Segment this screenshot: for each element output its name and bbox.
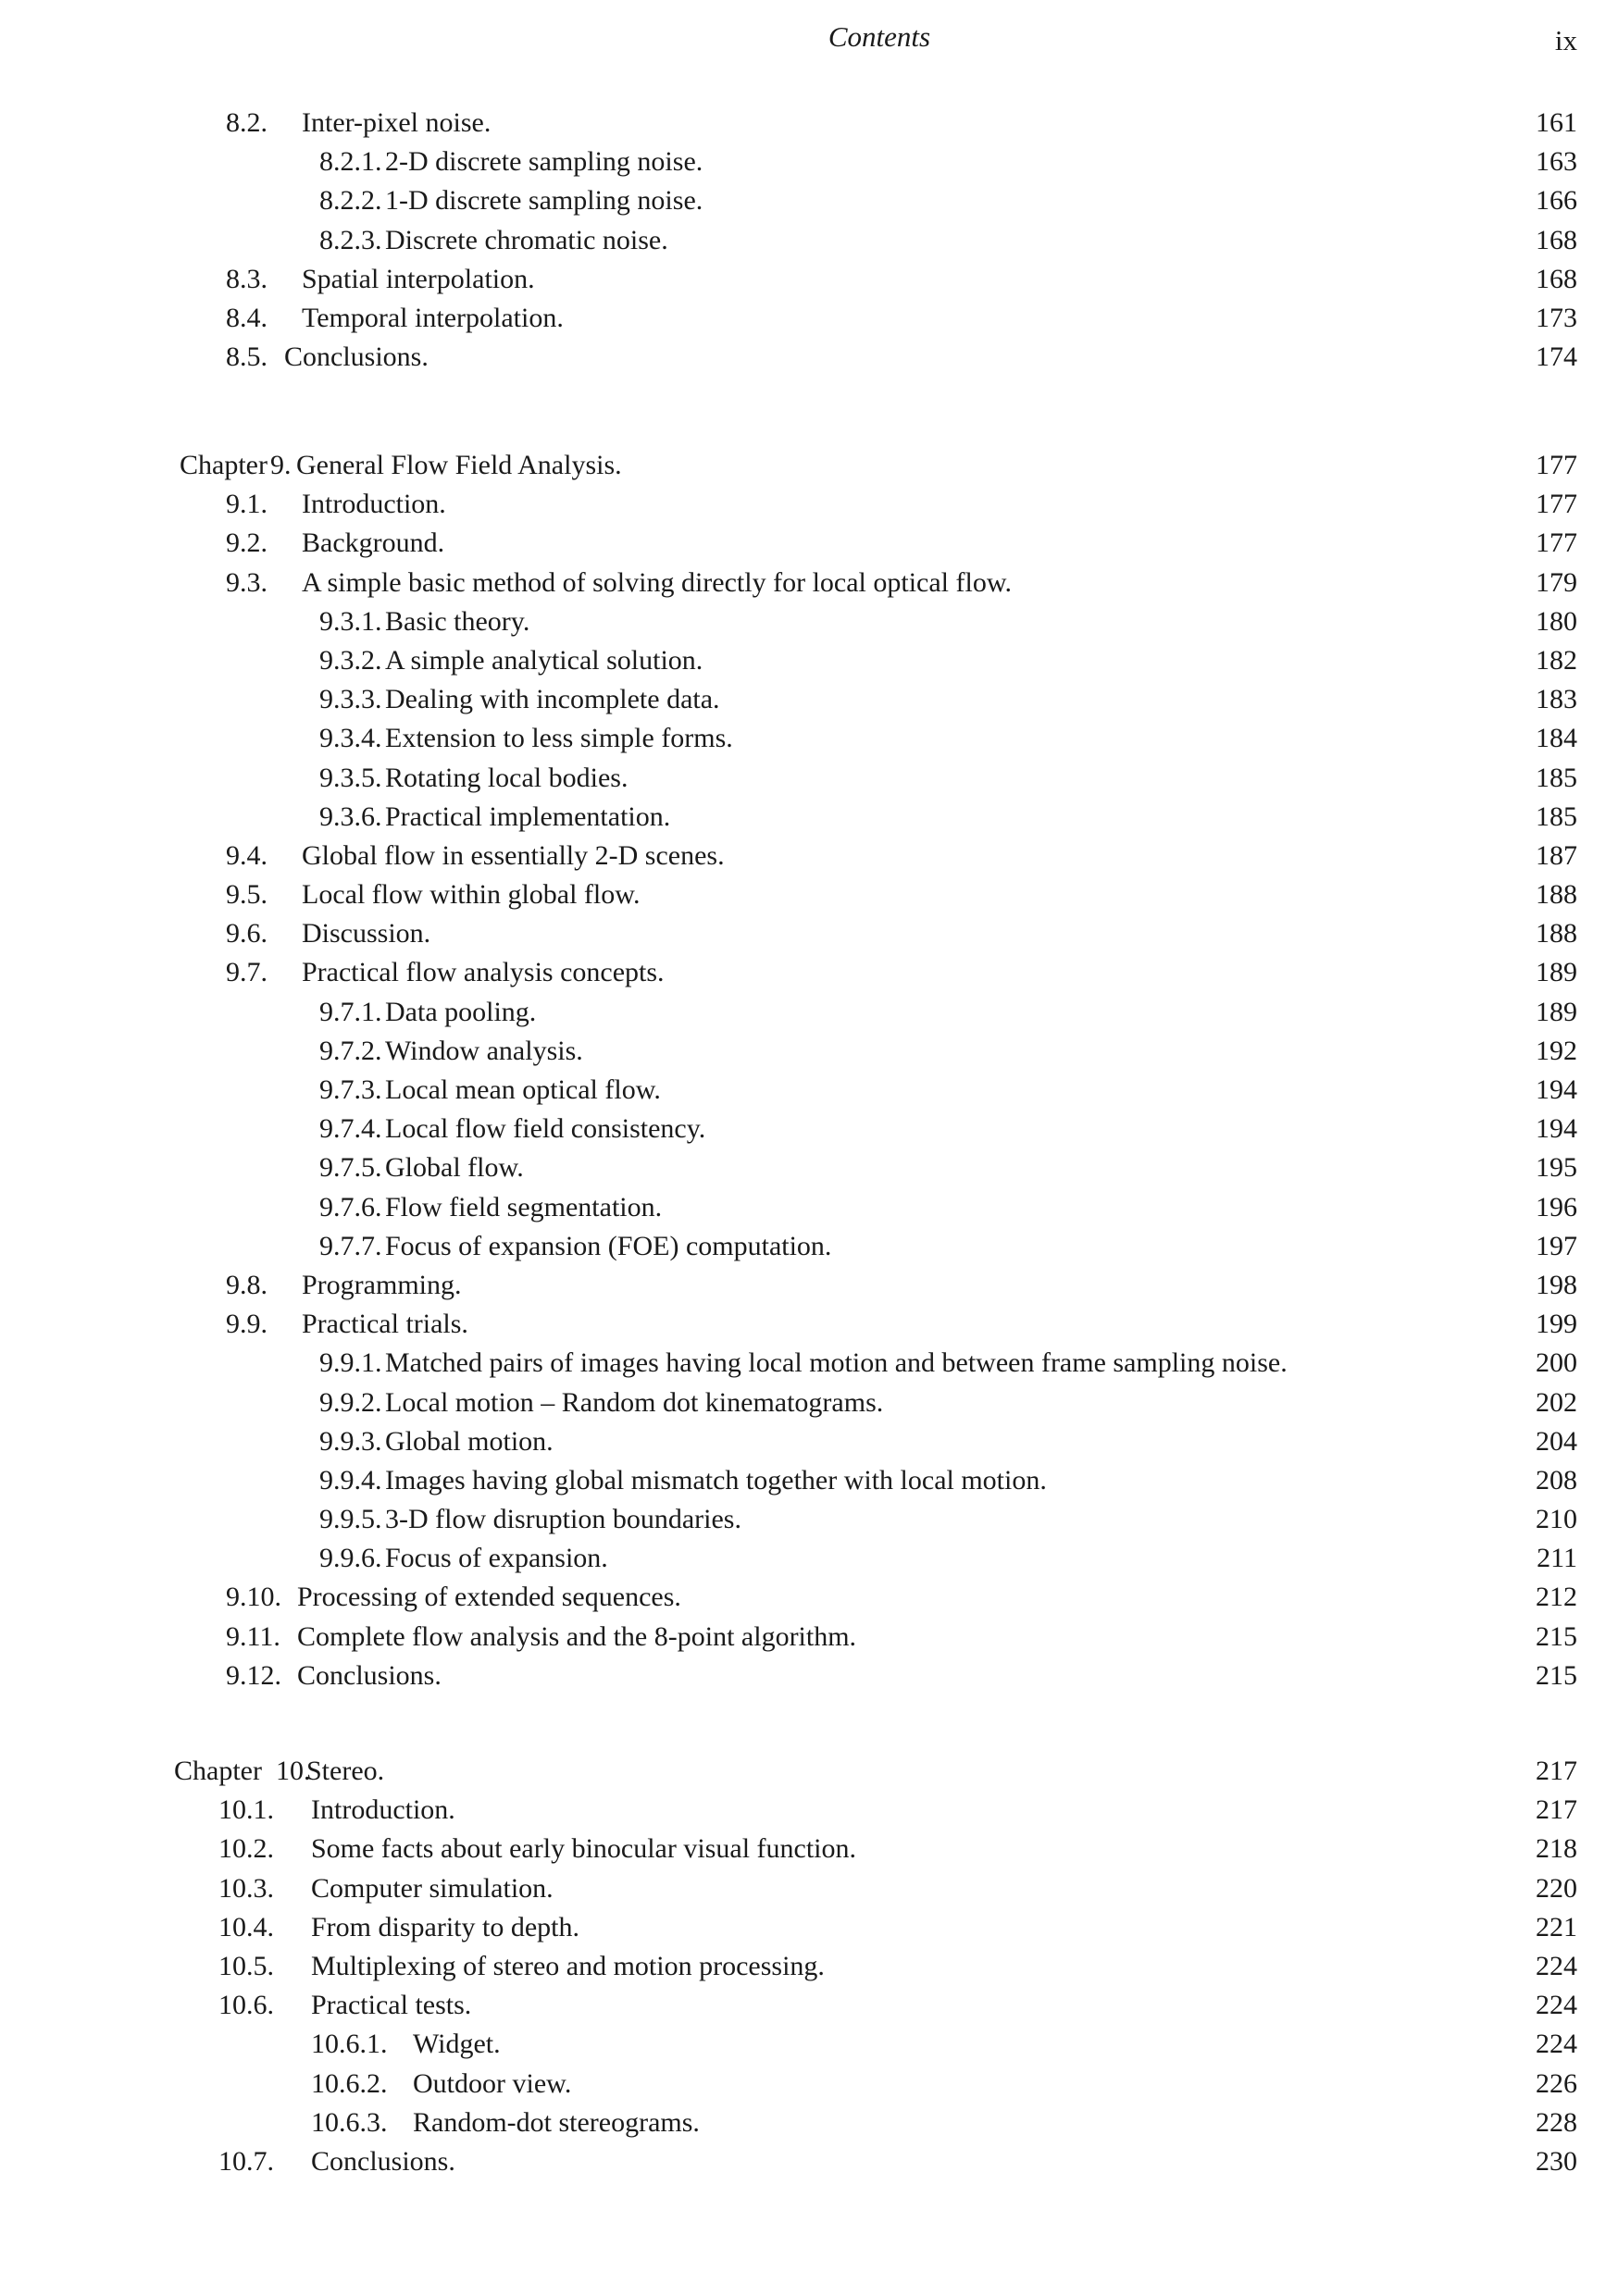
toc-entry (0, 837, 1618, 875)
entry-number: 9.9.4. (319, 1464, 382, 1496)
page-number: 184 (1536, 723, 1577, 754)
toc-entry (0, 1266, 1618, 1305)
entry-number: 9.3.4. (319, 723, 382, 754)
page-number: 217 (1536, 1794, 1577, 1826)
entry-title: Programming. (302, 1269, 462, 1300)
entry-title: Data pooling. (385, 996, 537, 1027)
toc-subentry (0, 641, 1618, 680)
page-number: 168 (1536, 263, 1577, 294)
toc-subentry (0, 181, 1618, 220)
entry-title: Global motion. (385, 1425, 554, 1457)
entry-number: 10.3. (218, 1872, 274, 1904)
entry-title: Local mean optical flow. (385, 1074, 661, 1105)
entry-title: Images having global mismatch together with local motion. (385, 1464, 1047, 1496)
entry-number: 9.3.3. (319, 684, 382, 715)
chapter-title: Stereo. (306, 1756, 385, 1786)
toc-entry (0, 299, 1618, 338)
toc-subentry (0, 1110, 1618, 1148)
entry-title: Rotating local bodies. (385, 762, 629, 793)
toc-subentry (0, 1461, 1618, 1500)
page-number: 228 (1536, 2106, 1577, 2138)
toc-subentry (0, 143, 1618, 181)
chapter-heading (0, 446, 1618, 485)
entry-number: 8.2.3. (319, 224, 382, 255)
entry-number: 9.2. (226, 527, 268, 559)
running-head-title: Contents (828, 20, 931, 53)
entry-title: Focus of expansion. (385, 1543, 608, 1574)
toc-subentry (0, 993, 1618, 1032)
running-head-page-number: ix (1554, 24, 1577, 56)
entry-number: 9.11. (226, 1620, 280, 1652)
entry-number: 9.7.3. (319, 1074, 382, 1105)
entry-title: Random-dot stereograms. (413, 2106, 700, 2138)
page-number: 189 (1536, 957, 1577, 988)
entry-number: 10.6.1. (311, 2029, 388, 2060)
entry-number: 10.7. (218, 2145, 274, 2177)
entry-title: Global flow in essentially 2-D scenes. (302, 839, 725, 871)
toc-subentry (0, 1344, 1618, 1383)
toc-entry (0, 564, 1618, 602)
entry-number: 8.2.1. (319, 146, 382, 178)
page-number: 204 (1536, 1425, 1577, 1457)
page-number: 173 (1536, 302, 1577, 333)
entry-number: 9.9. (226, 1309, 268, 1340)
page-number: 189 (1536, 996, 1577, 1027)
entry-title: A simple analytical solution. (385, 644, 703, 676)
entry-number: 10.2. (218, 1833, 274, 1865)
entry-title: Conclusions. (297, 1659, 442, 1691)
chapter-label: Chapter (174, 1756, 262, 1786)
page-number: 161 (1536, 107, 1577, 138)
entry-number: 9.9.6. (319, 1543, 382, 1574)
toc-entry (0, 1791, 1618, 1830)
entry-number: 9.7.7. (319, 1230, 382, 1261)
entry-title: Basic theory. (385, 605, 530, 637)
toc-subentry (0, 602, 1618, 641)
entry-title: 1-D discrete sampling noise. (385, 185, 703, 217)
page-number: 226 (1536, 2067, 1577, 2099)
page-number: 224 (1536, 2029, 1577, 2060)
entry-title: Local flow within global flow. (302, 879, 641, 911)
page-number: 179 (1536, 566, 1577, 598)
entry-number: 9.7. (226, 957, 268, 988)
toc-entry (0, 104, 1618, 143)
entry-title: Window analysis. (385, 1035, 583, 1066)
page-number: 188 (1536, 879, 1577, 911)
toc-entry (0, 1618, 1618, 1657)
entry-title: Introduction. (311, 1794, 455, 1826)
entry-title: A simple basic method of solving directly for local optical flow. (302, 566, 1013, 598)
entry-number: 10.1. (218, 1794, 274, 1826)
entry-title: Introduction. (302, 489, 446, 520)
entry-number: 10.6.2. (311, 2067, 388, 2099)
page-number: 177 (1536, 527, 1577, 559)
entry-number: 9.3.1. (319, 605, 382, 637)
entry-number: 9.8. (226, 1269, 268, 1300)
page-number: 192 (1536, 1035, 1577, 1066)
page-number: 174 (1536, 341, 1577, 373)
page-number: 221 (1536, 1911, 1577, 1942)
entry-number: 9.10. (226, 1582, 281, 1613)
page-number: 194 (1536, 1113, 1577, 1145)
entry-title: Discrete chromatic noise. (385, 224, 668, 255)
toc-subentry (0, 2104, 1618, 2142)
entry-title: Inter-pixel noise. (302, 107, 492, 138)
toc-entry (0, 1657, 1618, 1695)
page-number: 187 (1536, 839, 1577, 871)
page-number: 224 (1536, 1950, 1577, 1981)
toc-entry (0, 875, 1618, 914)
toc-entry (0, 914, 1618, 953)
entry-title: Widget. (413, 2029, 501, 2060)
entry-title: Practical flow analysis concepts. (302, 957, 665, 988)
page-number: 217 (1536, 1756, 1577, 1786)
entry-title: Background. (302, 527, 445, 559)
entry-number: 8.3. (226, 263, 268, 294)
entry-title: Matched pairs of images having local motion and between frame sampling noise. (385, 1347, 1288, 1379)
entry-number: 8.2. (226, 107, 268, 138)
entry-title: Local flow field consistency. (385, 1113, 706, 1145)
toc-subentry (0, 1539, 1618, 1578)
page-number: 215 (1536, 1620, 1577, 1652)
entry-number: 10.6. (218, 1990, 274, 2021)
page-number: 211 (1537, 1543, 1577, 1574)
entry-number: 8.5. (226, 341, 268, 373)
page-number: 200 (1536, 1347, 1577, 1379)
entry-title: Temporal interpolation. (302, 302, 564, 333)
entry-number: 10.4. (218, 1911, 274, 1942)
page-number: 202 (1536, 1386, 1577, 1418)
entry-title: Flow field segmentation. (385, 1191, 663, 1222)
entry-number: 8.4. (226, 302, 268, 333)
toc-section (0, 446, 1618, 1695)
page-number: 195 (1536, 1152, 1577, 1184)
toc-subentry (0, 719, 1618, 758)
page-number: 215 (1536, 1659, 1577, 1691)
running-head (0, 20, 1618, 57)
toc-subentry (0, 1384, 1618, 1422)
toc-subentry (0, 680, 1618, 719)
toc-entry (0, 1305, 1618, 1344)
entry-number: 9.7.6. (319, 1191, 382, 1222)
toc-subentry (0, 1032, 1618, 1071)
page-number: 180 (1536, 605, 1577, 637)
toc-subentry (0, 2065, 1618, 2104)
entry-title: Complete flow analysis and the 8-point algorithm. (297, 1620, 857, 1652)
entry-number: 9.12. (226, 1659, 281, 1691)
page-number: 224 (1536, 1990, 1577, 2021)
entry-number: 9.9.1. (319, 1347, 382, 1379)
toc-entry (0, 524, 1618, 563)
entry-number: 9.3.2. (319, 644, 382, 676)
toc-entry (0, 1908, 1618, 1947)
page-number: 196 (1536, 1191, 1577, 1222)
entry-title: Local motion – Random dot kinematograms. (385, 1386, 884, 1418)
entry-number: 9.4. (226, 839, 268, 871)
page-number: 183 (1536, 684, 1577, 715)
page-number: 182 (1536, 644, 1577, 676)
page-number: 208 (1536, 1464, 1577, 1496)
page-number: 188 (1536, 918, 1577, 949)
entry-title: Practical implementation. (385, 800, 671, 832)
toc-entry (0, 485, 1618, 524)
toc-entry (0, 338, 1618, 377)
entry-title: Practical tests. (311, 1990, 472, 2021)
page-number: 185 (1536, 800, 1577, 832)
toc-entry (0, 1869, 1618, 1908)
entry-title: From disparity to depth. (311, 1911, 579, 1942)
entry-title: Global flow. (385, 1152, 524, 1184)
entry-title: Conclusions. (311, 2145, 455, 2177)
toc-entry (0, 1986, 1618, 2025)
toc-subentry (0, 1422, 1618, 1461)
toc-subentry (0, 2025, 1618, 2064)
entry-number: 9.3.5. (319, 762, 382, 793)
entry-number: 9.9.3. (319, 1425, 382, 1457)
entry-number: 9.5. (226, 879, 268, 911)
entry-number: 10.5. (218, 1950, 274, 1981)
toc-subentry (0, 1227, 1618, 1266)
toc-subentry (0, 1188, 1618, 1227)
entry-title: Extension to less simple forms. (385, 723, 733, 754)
entry-title: Discussion. (302, 918, 431, 949)
entry-title: Multiplexing of stereo and motion processing. (311, 1950, 825, 1981)
entry-title: 2-D discrete sampling noise. (385, 146, 703, 178)
page-number: 194 (1536, 1074, 1577, 1105)
page-number: 168 (1536, 224, 1577, 255)
toc-subentry (0, 798, 1618, 837)
entry-title: Computer simulation. (311, 1872, 554, 1904)
entry-title: Outdoor view. (413, 2067, 572, 2099)
entry-title: Dealing with incomplete data. (385, 684, 720, 715)
entry-title: Some facts about early binocular visual function. (311, 1833, 856, 1865)
chapter-number: 10. (276, 1756, 311, 1786)
page-number: 177 (1536, 489, 1577, 520)
toc-section (0, 1752, 1618, 2181)
page-number: 198 (1536, 1269, 1577, 1300)
entry-number: 8.2.2. (319, 185, 382, 217)
entry-number: 9.3.6. (319, 800, 382, 832)
toc-entry (0, 2142, 1618, 2181)
entry-title: Conclusions. (284, 341, 429, 373)
entry-number: 10.6.3. (311, 2106, 388, 2138)
toc-subentry (0, 1071, 1618, 1110)
page-number: 163 (1536, 146, 1577, 178)
chapter-heading (0, 1752, 1618, 1791)
entry-number: 9.7.4. (319, 1113, 382, 1145)
toc-entry (0, 953, 1618, 992)
chapter-title: General Flow Field Analysis. (296, 450, 622, 480)
page-number: 212 (1536, 1582, 1577, 1613)
toc-entry (0, 1947, 1618, 1986)
toc-entry (0, 260, 1618, 299)
chapter-number: 9. (270, 450, 292, 480)
entry-number: 9.6. (226, 918, 268, 949)
entry-title: 3-D flow disruption boundaries. (385, 1504, 741, 1535)
toc-subentry (0, 1148, 1618, 1187)
entry-number: 9.7.1. (319, 996, 382, 1027)
page-number: 185 (1536, 762, 1577, 793)
page-number: 220 (1536, 1872, 1577, 1904)
entry-title: Spatial interpolation. (302, 263, 535, 294)
entry-number: 9.1. (226, 489, 268, 520)
chapter-label: Chapter (180, 450, 268, 480)
entry-title: Processing of extended sequences. (297, 1582, 681, 1613)
toc-subentry (0, 759, 1618, 798)
toc-entry (0, 1578, 1618, 1617)
entry-title: Practical trials. (302, 1309, 468, 1340)
page-number: 166 (1536, 185, 1577, 217)
entry-number: 9.3. (226, 566, 268, 598)
toc-entry (0, 1830, 1618, 1868)
entry-title: Focus of expansion (FOE) computation. (385, 1230, 832, 1261)
page-number: 199 (1536, 1309, 1577, 1340)
toc-section (0, 104, 1618, 377)
page-number: 210 (1536, 1504, 1577, 1535)
page-number: 230 (1536, 2145, 1577, 2177)
toc-subentry (0, 221, 1618, 260)
entry-number: 9.7.5. (319, 1152, 382, 1184)
entry-number: 9.7.2. (319, 1035, 382, 1066)
toc-subentry (0, 1500, 1618, 1539)
page-number: 218 (1536, 1833, 1577, 1865)
page-number: 177 (1536, 450, 1577, 480)
page-number: 197 (1536, 1230, 1577, 1261)
entry-number: 9.9.5. (319, 1504, 382, 1535)
entry-number: 9.9.2. (319, 1386, 382, 1418)
